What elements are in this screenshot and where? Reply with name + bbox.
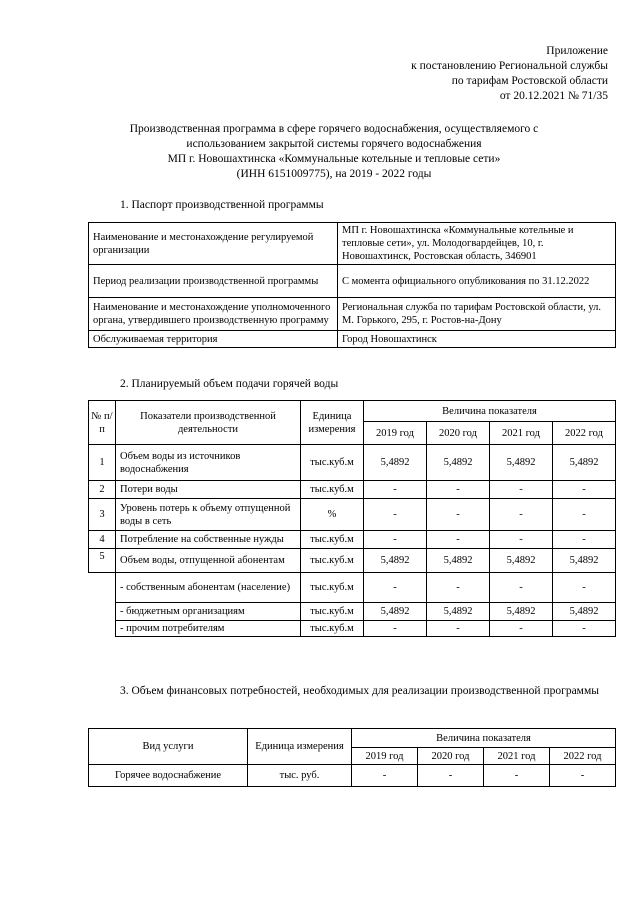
table-header-row — [89, 401, 616, 422]
row-value: 5,4892 — [490, 549, 553, 573]
row-value: - — [427, 621, 490, 637]
section2-heading: 2. Планируемый объем подачи горячей воды — [120, 378, 339, 390]
row-num — [89, 603, 116, 621]
row-value: - — [364, 621, 427, 637]
table-row — [89, 223, 616, 265]
table-row — [89, 573, 616, 603]
row-value: 5,4892 — [364, 603, 427, 621]
passport-label: Обслуживаемая территория — [89, 331, 338, 348]
table-row — [89, 298, 616, 331]
row-indicator: Объем воды из источников водоснабжения — [116, 445, 301, 481]
col-value-header: Величина показателя — [364, 401, 616, 422]
row-value: - — [550, 765, 616, 787]
passport-value: Город Новошахтинск — [338, 331, 616, 348]
row-indicator: - бюджетным организациям — [116, 603, 301, 621]
table-row — [89, 499, 616, 531]
row-value: 5,4892 — [553, 603, 616, 621]
row-value: - — [490, 573, 553, 603]
row-value: - — [364, 573, 427, 603]
table-row — [89, 481, 616, 499]
row-value: 5,4892 — [490, 445, 553, 481]
table-row — [89, 549, 616, 573]
appendix-line: к постановлению Региональной службы — [411, 60, 608, 72]
row-unit: тыс. руб. — [248, 765, 352, 787]
row-value: - — [364, 499, 427, 531]
year-header: 2020 год — [418, 748, 484, 765]
row-value: - — [418, 765, 484, 787]
row-service: Горячее водоснабжение — [89, 765, 248, 787]
col-service-header: Вид услуги — [89, 729, 248, 765]
col-indicator-header: Показатели производственной деятельности — [116, 401, 301, 445]
table-row — [89, 331, 616, 348]
row-indicator: Объем воды, отпущенной абонентам — [116, 549, 301, 573]
year-header: 2021 год — [490, 422, 553, 445]
row-value: - — [490, 499, 553, 531]
row-indicator: - собственным абонентам (население) — [116, 573, 301, 603]
row-unit: тыс.куб.м — [301, 573, 364, 603]
table-row — [89, 445, 616, 481]
col-unit-header: Единица измерения — [301, 401, 364, 445]
passport-label: Наименование и местонахождение уполномоченного органа, утвердившего производственную программу — [89, 298, 338, 331]
table-row — [89, 765, 616, 787]
row-indicator: Уровень потерь к объему отпущенной воды в сеть — [116, 499, 301, 531]
row-num — [89, 621, 116, 637]
row-value: - — [490, 531, 553, 549]
row-num — [89, 573, 116, 603]
passport-label: Наименование и местонахождение регулируемой организации — [89, 223, 338, 265]
financial-needs-table — [88, 728, 616, 787]
row-value: - — [553, 621, 616, 637]
row-value: - — [553, 499, 616, 531]
row-unit: тыс.куб.м — [301, 603, 364, 621]
row-value: - — [427, 499, 490, 531]
table-row — [89, 265, 616, 298]
col-value-header: Величина показателя — [352, 729, 616, 748]
row-num: 5 — [89, 549, 116, 573]
passport-label: Период реализации производственной программы — [89, 265, 338, 298]
year-header: 2019 год — [352, 748, 418, 765]
row-value: 5,4892 — [364, 549, 427, 573]
row-value: 5,4892 — [490, 603, 553, 621]
row-value: 5,4892 — [364, 445, 427, 481]
passport-value: Региональная служба по тарифам Ростовской области, ул. М. Горького, 295, г. Ростов-на-Дону — [338, 298, 616, 331]
title-line: использованием закрытой системы горячего водоснабжения — [186, 138, 482, 150]
row-value: - — [490, 621, 553, 637]
row-unit: тыс.куб.м — [301, 531, 364, 549]
col-num-header: № п/п — [89, 401, 116, 445]
row-num: 2 — [89, 481, 116, 499]
document-title — [84, 122, 584, 182]
col-unit-header: Единица измерения — [248, 729, 352, 765]
title-line: (ИНН 6151009775), на 2019 - 2022 годы — [236, 168, 432, 180]
year-header: 2022 год — [553, 422, 616, 445]
row-num: 4 — [89, 531, 116, 549]
row-indicator: Потери воды — [116, 481, 301, 499]
row-unit: тыс.куб.м — [301, 445, 364, 481]
title-line: Производственная программа в сфере горячего водоснабжения, осуществляемого с — [129, 123, 539, 135]
appendix-line: от 20.12.2021 № 71/35 — [499, 90, 608, 102]
row-value: - — [352, 765, 418, 787]
row-value: - — [553, 481, 616, 499]
row-value: - — [427, 531, 490, 549]
row-unit: тыс.куб.м — [301, 481, 364, 499]
row-value: 5,4892 — [427, 549, 490, 573]
row-indicator: - прочим потребителям — [116, 621, 301, 637]
title-line: МП г. Новошахтинска «Коммунальные котельные и тепловые сети» — [167, 153, 501, 165]
row-unit: тыс.куб.м — [301, 621, 364, 637]
table-header-row — [89, 729, 616, 748]
table-row — [89, 531, 616, 549]
year-header: 2019 год — [364, 422, 427, 445]
passport-value: МП г. Новошахтинска «Коммунальные котельные и тепловые сети», ул. Молодогвардейцев, 10, г. Новошахтинск, Ростовская область, 346901 — [338, 223, 616, 265]
row-num: 3 — [89, 499, 116, 531]
row-unit: тыс.куб.м — [301, 549, 364, 573]
appendix-line: Приложение — [546, 45, 608, 57]
passport-table — [88, 222, 616, 348]
table-row — [89, 603, 616, 621]
passport-value: С момента официального опубликования по 31.12.2022 — [338, 265, 616, 298]
row-value: - — [490, 481, 553, 499]
row-value: 5,4892 — [553, 445, 616, 481]
row-indicator: Потребление на собственные нужды — [116, 531, 301, 549]
row-value: 5,4892 — [427, 603, 490, 621]
row-value: - — [364, 481, 427, 499]
year-header: 2021 год — [484, 748, 550, 765]
water-volume-table — [88, 400, 616, 637]
section3-heading: 3. Объем финансовых потребностей, необходимых для реализации производственной программы — [120, 685, 599, 697]
year-header: 2022 год — [550, 748, 616, 765]
row-value: - — [427, 573, 490, 603]
row-num: 1 — [89, 445, 116, 481]
row-value: - — [427, 481, 490, 499]
row-value: - — [553, 573, 616, 603]
row-unit: % — [301, 499, 364, 531]
appendix-line: по тарифам Ростовской области — [451, 75, 608, 87]
row-value: - — [553, 531, 616, 549]
row-value: - — [484, 765, 550, 787]
table-row — [89, 621, 616, 637]
section1-heading: 1. Паспорт производственной программы — [120, 199, 324, 211]
row-value: 5,4892 — [427, 445, 490, 481]
row-value: 5,4892 — [553, 549, 616, 573]
appendix-block — [411, 44, 608, 104]
year-header: 2020 год — [427, 422, 490, 445]
row-value: - — [364, 531, 427, 549]
